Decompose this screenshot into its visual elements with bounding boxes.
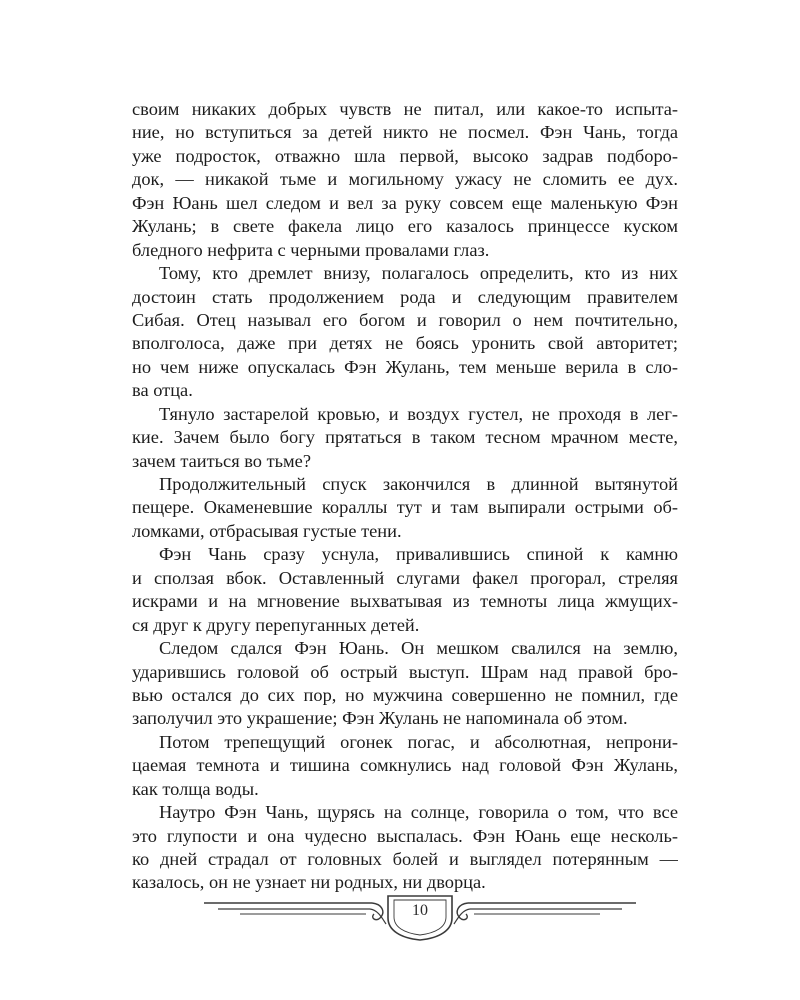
text-line: как толща воды. — [132, 778, 259, 799]
text-line: цаемая темнота и тишина сомкнулись над головой Фэн Жулань, — [132, 755, 678, 776]
paragraph — [132, 98, 678, 262]
paragraph — [132, 637, 678, 731]
text-line: Наутро Фэн Чань, щурясь на солнце, говорила о том, что все — [159, 802, 678, 823]
text-line: вью остался до сих пор, но мужчина совершенно не помнил, где — [132, 684, 678, 705]
text-line: ударившись головой об острый выступ. Шрам над правой бро- — [132, 661, 678, 682]
text-line: достоин стать продолжением рода и следующим правителем — [132, 286, 678, 307]
paragraph — [132, 473, 678, 543]
text-line: искрами и на мгновение выхватывая из темноты лица жмущих- — [132, 591, 678, 612]
text-line: Продолжительный спуск закончился в длинной вытянутой — [159, 474, 678, 494]
text-line: Сибая. Отец называл его богом и говорил о нем почтительно, — [132, 309, 678, 330]
text-line: но чем ниже опускалась Фэн Жулань, тем меньше верила в сло- — [132, 356, 678, 377]
text-line: и сползая вбок. Оставленный слугами факел прогорал, стреляя — [132, 567, 678, 588]
text-line: казалось, он не узнает ни родных, ни дворца. — [132, 872, 486, 893]
paragraph — [132, 731, 678, 801]
text-line: своим никаких добрых чувств не питал, или какое-то испыта- — [132, 99, 678, 119]
paragraph — [132, 262, 678, 403]
text-line: Потом трепещущий огонек погас, и абсолютная, непрони- — [159, 731, 678, 752]
text-line: Следом сдался Фэн Юань. Он мешком свалился на землю, — [159, 638, 678, 659]
text-line: ся друг к другу перепуганных детей. — [132, 614, 420, 635]
text-line: ва отца. — [132, 380, 193, 401]
text-line: Тому, кто дремлет внизу, полагалось определить, кто из них — [159, 263, 678, 284]
text-line: это глупости и она чудесно выспалась. Фэн Юань еще несколь- — [132, 825, 678, 846]
text-line: уже подросток, отважно шла первой, высоко задрав подборо- — [132, 145, 678, 166]
text-line: бледного нефрита с черными провалами глаз. — [132, 239, 490, 260]
text-line: заполучил это украшение; Фэн Жулань не напоминала об этом. — [132, 708, 628, 729]
paragraph — [132, 801, 678, 895]
text-line: Фэн Чань сразу уснула, привалившись спиной к камню — [159, 544, 678, 565]
text-line: пещере. Окаменевшие кораллы тут и там выпирали острыми об- — [132, 497, 678, 518]
text-line: Тянуло застарелой кровью, и воздух густел, не проходя в лег- — [159, 403, 678, 424]
text-line: вполголоса, даже при детях не боясь уронить свой авторитет; — [132, 333, 678, 354]
paragraph — [132, 403, 678, 473]
text-line: ние, но вступиться за детей никто не посмел. Фэн Чань, тогда — [132, 122, 678, 143]
text-line: ко дней страдал от головных болей и выглядел потерянным — — [132, 849, 678, 869]
text-line: ломками, отбрасывая густые тени. — [132, 520, 402, 541]
text-line: Жулань; в свете факела лицо его казалось принцессе куском — [132, 216, 678, 237]
page-footer-ornament — [200, 888, 640, 948]
body-text — [132, 98, 678, 895]
page-number: 10 — [412, 902, 428, 919]
text-line: зачем таиться во тьме? — [132, 450, 311, 471]
text-line: док, — никакой тьме и могильному ужасу не сломить ее дух. — [132, 169, 678, 190]
text-line: Фэн Юань шел следом и вел за руку совсем еще маленькую Фэн — [132, 192, 678, 213]
text-line: кие. Зачем было богу прятаться в таком тесном мрачном месте, — [132, 427, 678, 448]
paragraph — [132, 543, 678, 637]
